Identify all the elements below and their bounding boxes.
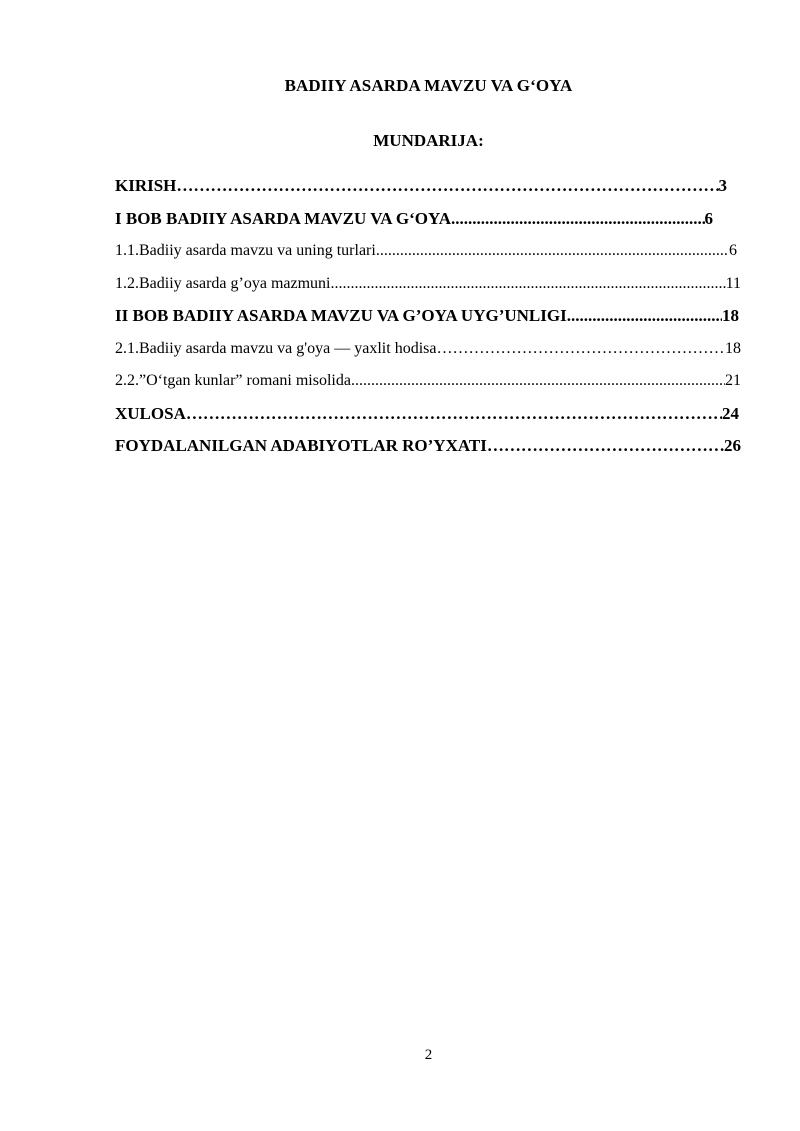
- toc-entry-page: 24: [722, 403, 739, 423]
- toc-entry-label: 2.1.Badiiy asarda mavzu va g'oya — yaxlit hodisa: [115, 339, 437, 357]
- toc-entry-page: 6: [729, 242, 737, 259]
- toc-entry-xulosa[interactable]: [115, 402, 739, 435]
- toc-heading: MUNDARIJA:: [373, 131, 484, 150]
- toc-entry-label: 1.1.Badiiy asarda mavzu va uning turlari: [115, 242, 376, 259]
- toc-leader-dots: [351, 369, 725, 393]
- page-number: 2: [424, 1047, 433, 1063]
- toc-entry-kirish[interactable]: [115, 174, 727, 207]
- toc-entry-page: 11: [725, 274, 741, 292]
- toc-leader-dots: [331, 272, 726, 296]
- toc-leader-dots: [451, 207, 705, 231]
- document-title: BADIIY ASARDA MAVZU VA G‘OYA: [284, 76, 573, 95]
- toc-leader-dots: [487, 434, 724, 458]
- toc-leader-dots: [376, 239, 729, 263]
- toc-leader-dots: [567, 304, 722, 328]
- toc-entry-page: 3: [718, 176, 727, 195]
- toc-entry-page: 18: [722, 306, 739, 325]
- toc-entry-page: 18: [725, 339, 741, 357]
- toc-entry-section-2-1[interactable]: [115, 337, 741, 370]
- toc-entry-page: 26: [724, 436, 741, 455]
- toc-entry-section-2-2[interactable]: [115, 369, 741, 402]
- toc-entry-label: FOYDALANILGAN ADABIYOTLAR RO’YXATI: [115, 436, 487, 455]
- toc-entry-label: XULOSA: [115, 403, 186, 423]
- toc-entry-label: 1.2.Badiiy asarda g’oya mazmuni: [115, 274, 331, 292]
- toc-entry-section-1-2[interactable]: [115, 272, 741, 305]
- toc-entry-chapter-2[interactable]: [115, 304, 739, 337]
- toc-leader-dots: [186, 402, 722, 426]
- toc-entry-section-1-1[interactable]: [115, 239, 737, 272]
- toc-entry-page: 21: [725, 372, 741, 389]
- toc-entry-label: II BOB BADIIY ASARDA MAVZU VA G’OYA UYG’UNLIGI: [115, 306, 567, 325]
- toc-entry-label: 2.2.”O‘tgan kunlar” romani misolida: [115, 372, 351, 389]
- toc-entry-label: I BOB BADIIY ASARDA MAVZU VA G‘OYA: [115, 208, 451, 228]
- toc-leader-dots: [176, 174, 718, 198]
- table-of-contents: [115, 174, 755, 467]
- toc-entry-bibliography[interactable]: [115, 434, 741, 467]
- toc-entry-page: 6: [704, 208, 713, 228]
- toc-entry-chapter-1[interactable]: [115, 207, 713, 240]
- toc-entry-label: KIRISH: [115, 176, 177, 195]
- toc-leader-dots: [436, 337, 725, 361]
